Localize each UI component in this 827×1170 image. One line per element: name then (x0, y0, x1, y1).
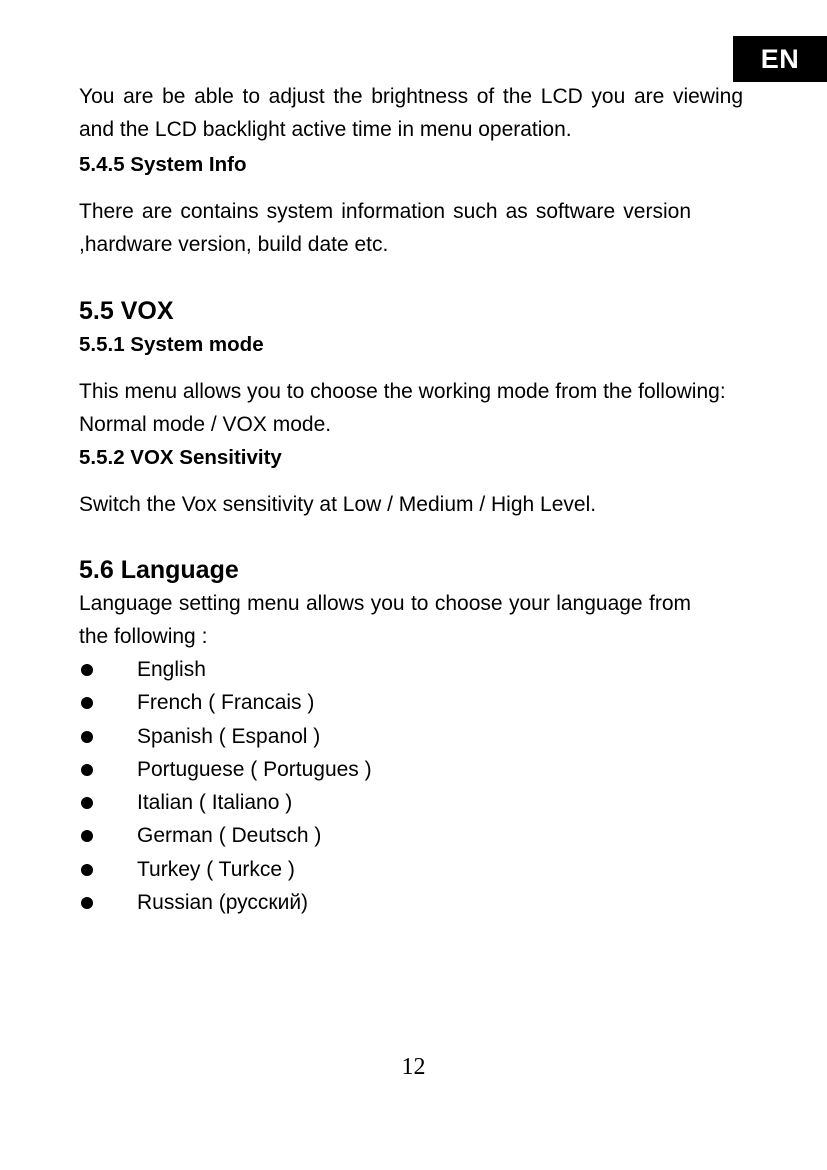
list-item: Portuguese ( Portugues ) (79, 753, 743, 786)
bullet-icon (81, 864, 93, 876)
language-list (79, 653, 743, 919)
bullet-icon (81, 664, 93, 676)
page-content (79, 80, 743, 919)
language-body: Language setting menu allows you to choose your language from the following : (79, 592, 691, 648)
language-heading: 5.6 Language (79, 556, 239, 584)
bullet-icon (81, 797, 93, 809)
bullet-icon (81, 897, 93, 909)
list-item: Spanish ( Espanol ) (79, 720, 743, 753)
language-tab: EN (733, 36, 827, 82)
bullet-icon (81, 731, 93, 743)
list-item: German ( Deutsch ) (79, 819, 743, 852)
system-info-heading: 5.4.5 System Info (79, 153, 247, 176)
bullet-icon (81, 697, 93, 709)
system-info-body: There are contains system information such as software version ,hardware version, build date etc. (79, 200, 691, 256)
page-number: 12 (401, 1054, 426, 1080)
list-item: English (79, 653, 743, 686)
list-item: Italian ( Italiano ) (79, 786, 743, 819)
bullet-icon (81, 830, 93, 842)
bullet-icon (81, 764, 93, 776)
list-item: Russian (русский) (79, 886, 743, 919)
list-item: Turkey ( Turkce ) (79, 853, 743, 886)
system-mode-body: This menu allows you to choose the working mode from the following: Normal mode / VOX mode. (79, 380, 726, 436)
system-mode-heading: 5.5.1 System mode (79, 333, 264, 356)
intro-paragraph: You are be able to adjust the brightness of the LCD you are viewing and the LCD backlight active time in menu operation. (79, 85, 743, 141)
list-item: French ( Francais ) (79, 686, 743, 719)
vox-sensitivity-body: Switch the Vox sensitivity at Low / Medium / High Level. (79, 493, 597, 516)
vox-sensitivity-heading: 5.5.2 VOX Sensitivity (79, 446, 282, 469)
vox-heading: 5.5 VOX (79, 297, 174, 325)
